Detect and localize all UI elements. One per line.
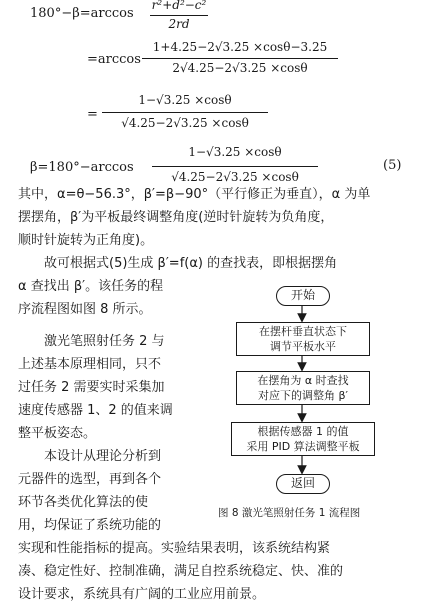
flowchart-step1-node [236, 322, 370, 356]
eq3-eq: = [87, 107, 98, 122]
eq2-denominator: 2√4.25−2√3.25 ×cosθ [172, 61, 308, 75]
flowchart-step2-line2: 对应下的调整角 β′ [257, 389, 348, 402]
eq3-numerator: 1−√3.25 ×cosθ [138, 93, 232, 107]
eq4-denominator: √4.25−2√3.25 ×cosθ [171, 170, 299, 184]
flowchart-step3-line1: 根据传感器 1 的值 [257, 425, 349, 438]
eq4-number: (5) [383, 158, 402, 173]
flowchart-step3-line2: 采用 PID 算法调整平板 [246, 440, 360, 453]
eq1-numerator: r²+d²−c² [151, 0, 207, 12]
eq3-denominator: √4.25−2√3.25 ×cosθ [121, 116, 249, 130]
paragraph-3-line-1: 激光笔照射任务 2 与 [44, 334, 165, 349]
paragraph-1-line-3: 顺时针旋转为正角度)。 [18, 233, 154, 248]
paragraph-1-line-1: 其中，α=θ−56.3°，β′=β−90°（平行修正为垂直），α 为单 [18, 187, 371, 202]
paragraph-3-line-3: 过任务 2 需要实时采集加 [18, 380, 165, 395]
paragraph-4-line-3: 环节各类优化算法的使 [18, 495, 149, 510]
flowchart-step2-node [236, 371, 370, 405]
eq4-lhs: β=180°−arccos [30, 160, 134, 175]
eq2-numerator: 1+4.25−2√3.25 ×cosθ−3.25 [152, 40, 328, 54]
flowchart-step2-line1: 在摆角为 α 时查找 [257, 374, 349, 387]
paragraph-2-line-1: 故可根据式(5)生成 β′=f(α) 的查找表，即根据摆角 [44, 256, 338, 271]
eq1-lhs: 180°−β=arccos [30, 6, 134, 21]
flowchart-step1-line1: 在摆杆垂直状态下 [259, 325, 347, 338]
paragraph-4-line-5: 实现和性能指标的提高。实验结果表明，该系统结构紧 [18, 541, 331, 556]
paragraph-2-line-2: α 查找出 β′。该任务的程 [18, 279, 164, 294]
flowchart-start-node: 开始 [276, 286, 330, 306]
eq4-numerator: 1−√3.25 ×cosθ [188, 145, 282, 159]
flowchart-step1-line2: 调节平板水平 [270, 340, 336, 353]
paragraph-3-line-4: 速度传感器 1、2 的值来调 [18, 403, 173, 418]
paragraph-4-line-7: 设计要求，系统具有广阔的工业应用前景。 [18, 587, 266, 602]
eq2-eq: =arccos [87, 52, 141, 67]
paragraph-1-line-2: 摆摆角，β′为平板最终调整角度(逆时针旋转为负角度， [18, 210, 334, 225]
paragraph-2-line-3: 序流程图如图 8 所示。 [18, 302, 152, 317]
flowchart-step3-node [231, 422, 375, 456]
paragraph-4-line-6: 凑、稳定性好、控制准确，满足自控系统稳定、快、准的 [18, 564, 344, 579]
paragraph-3-line-2: 上述基本原理相同，只不 [18, 357, 162, 372]
paragraph-4-line-2: 元器件的选型，再到各个 [18, 472, 162, 487]
paragraph-4-line-1: 本设计从理论分析到 [44, 449, 162, 464]
flowchart-end-node: 返回 [276, 474, 330, 494]
paragraph-3-line-5: 整平板姿态。 [18, 426, 97, 441]
paragraph-4-line-4: 用，均保证了系统功能的 [18, 518, 162, 533]
eq1-denominator: 2rd [168, 17, 190, 31]
figure-caption: 图 8 激光笔照射任务 1 流程图 [218, 507, 361, 519]
